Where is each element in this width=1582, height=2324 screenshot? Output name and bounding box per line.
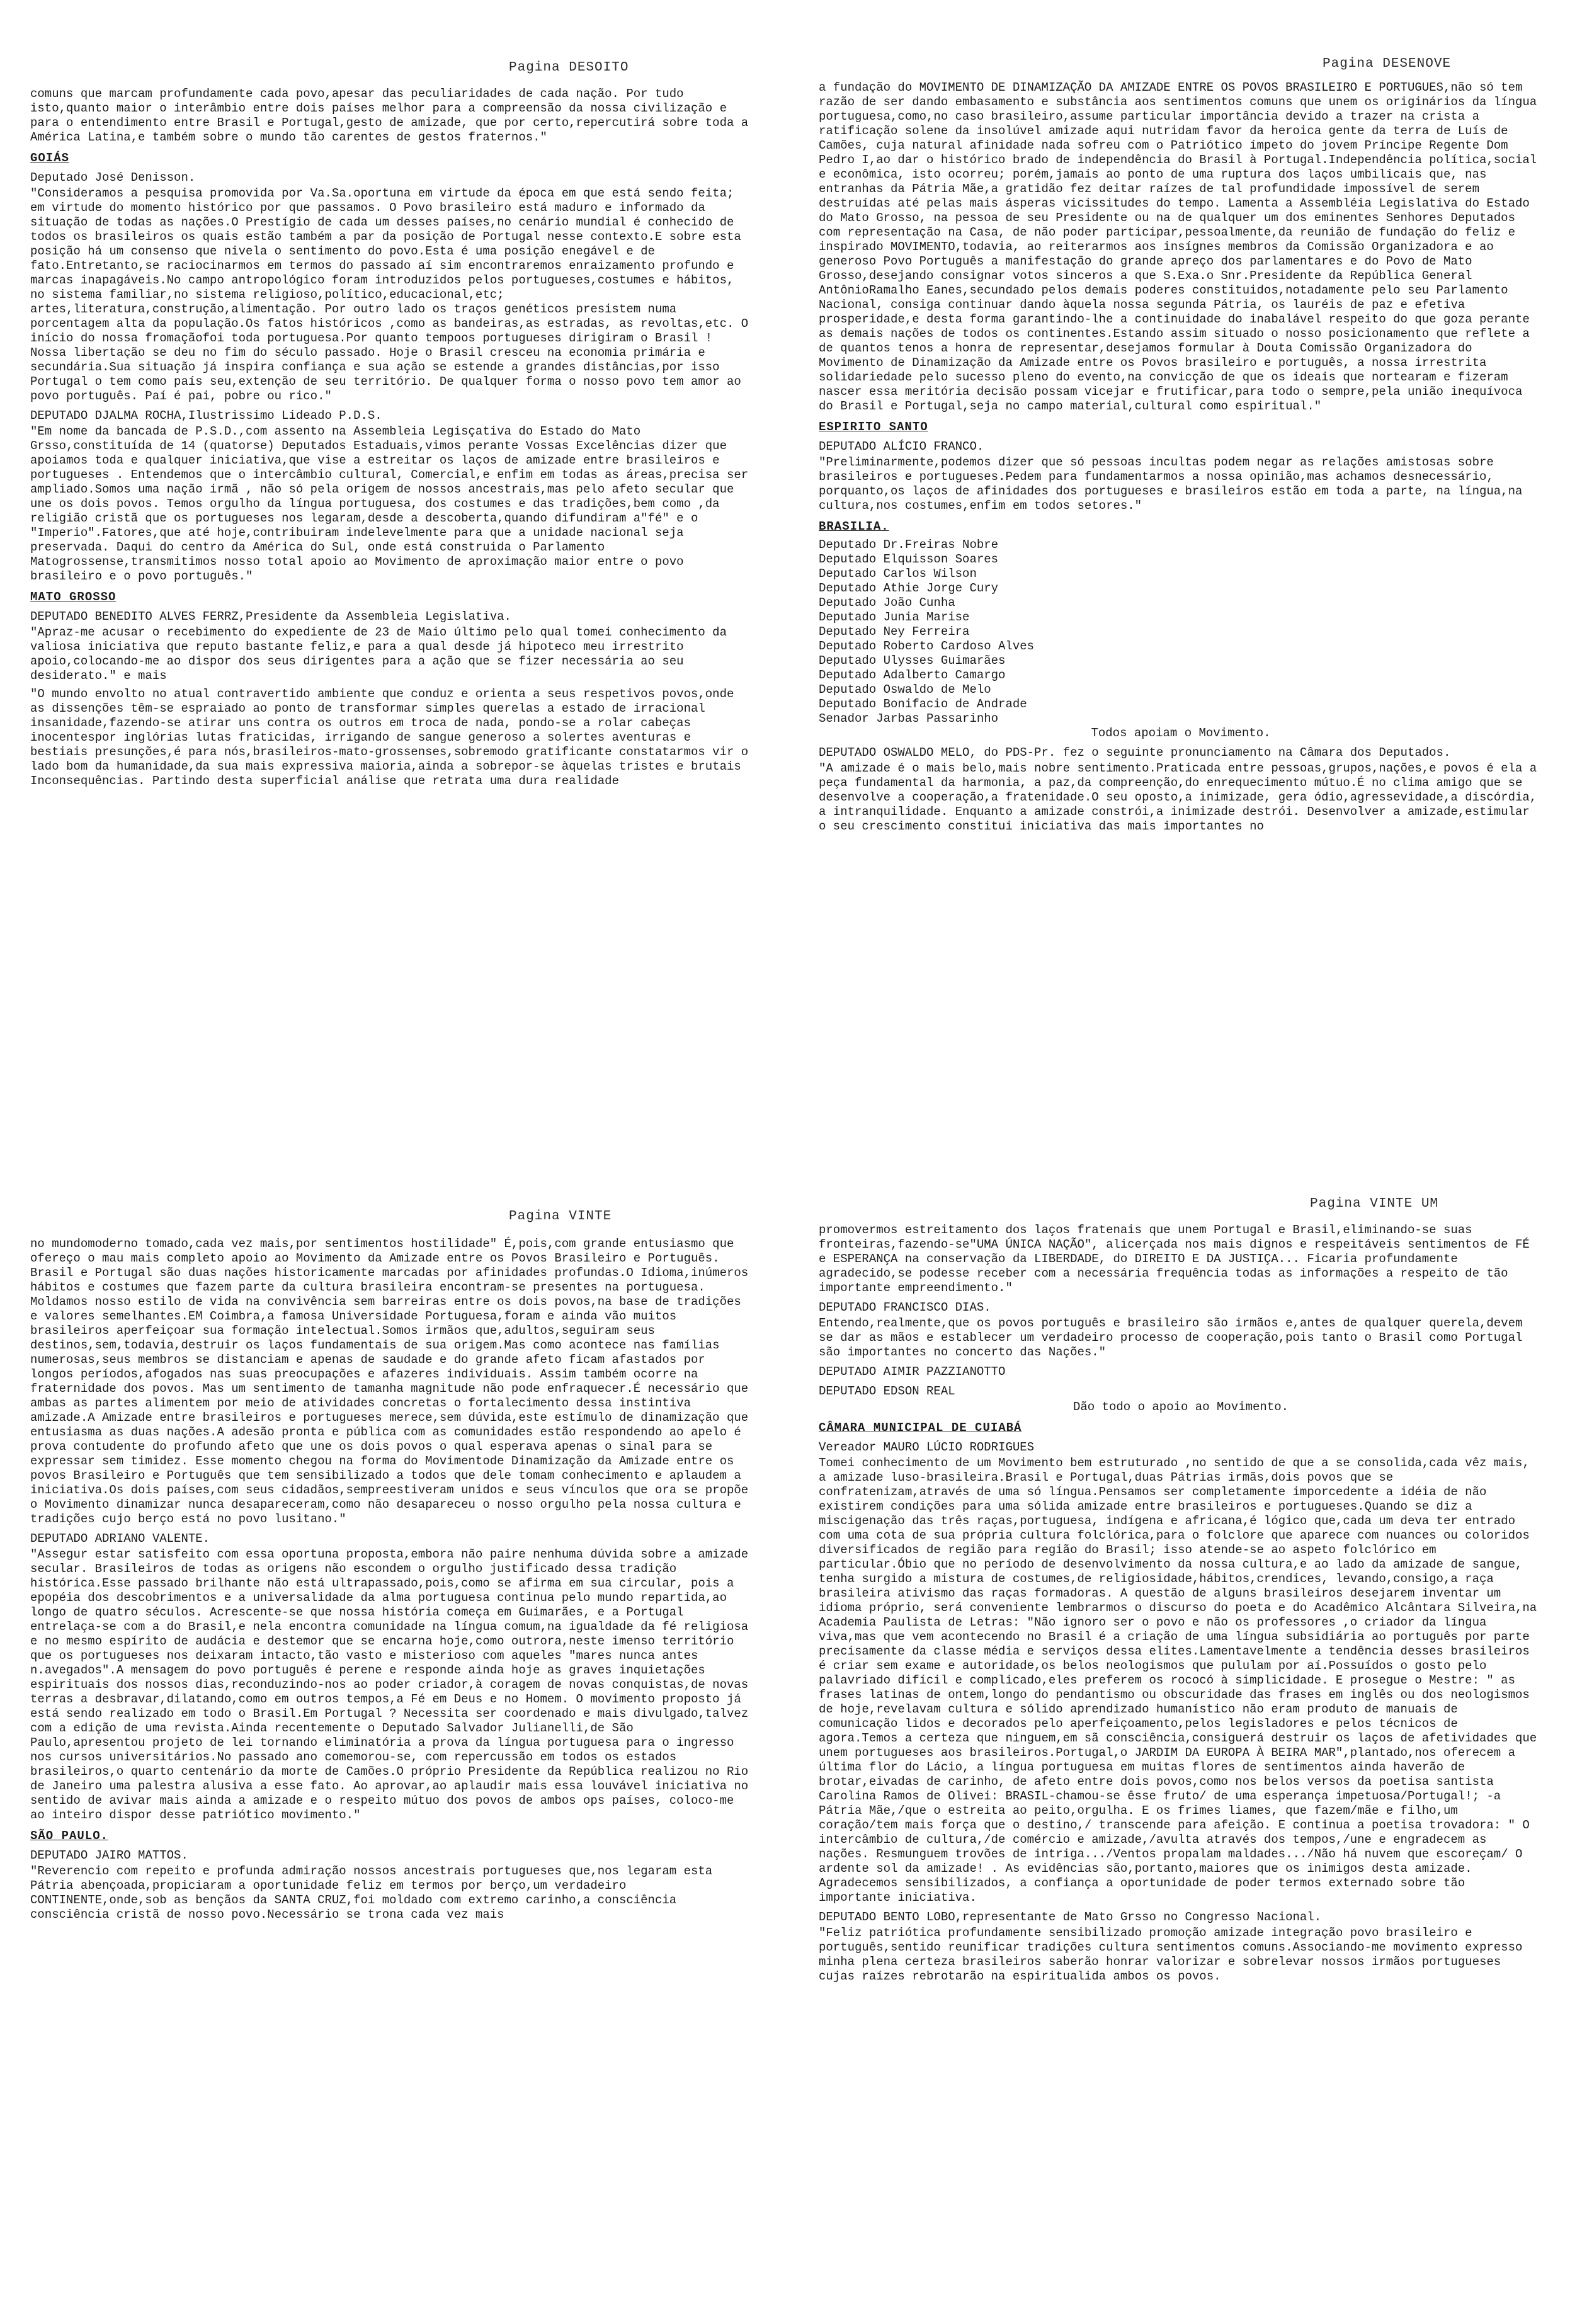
list-item: Deputado João Cunha [819,596,955,610]
speaker: DEPUTADO OSWALDO MELO, do PDS-Pr. fez o seguinte pronunciamento na Câmara dos Deputados. [819,746,1451,760]
page-body [819,81,1543,838]
speaker: DEPUTADO BENTO LOBO,representante de Mato Grsso no Congresso Nacional. [819,1910,1322,1924]
list-item: Deputado Junia Marise [819,610,970,624]
paragraph: Tomei conhecimento de um Movimento bem estruturado ,no sentido de que a se consolida,cada vêz mais, a amizade luso-brasileira.Brasil e Portugal,duas Pátrias irmãs,dois povos que se confratenizam,através de uma só língua.Pensamos ser completamente imporcedente a idéia de não existirem condições para uma sólida amizade entre brasileiros e portugueses.Quando se diz a miscigenação das três raças,portuguesa, indígena e africana,é lógico que,cada um deva ter entrado com uma cota de sua própria cultura folclórica,para o folclore que aparece com nuances ou coloridos diversificados de região para região do Brasil; isso atende-se ao aspeto folclórico em particular.Óbio que no período de desenvolvimento da nossa cultura,e ao lado da amizade de sangue, tenha surgido a mistura de costumes,de religiosidade,hábitos,crendices, levando,consigo,a raça brasileira ativismo das raças formadoras. A questão de alguns brasileiros desejarem inventar um idioma próprio, será conveniente lembrarmos o discurso do poeta e do Acadêmico Alcântara Silveira,na Academia Paulista de Letras: "Não ignoro ser o povo e não os professores ,o criador da língua viva,mas que vem acontecendo no Brasil é a criação de uma língua subsidiária ao português por parte precisamente da classe média e serviços dessa elites.Lamentavelmente a tendência desses brasileiros é criar sem exame e autoridade,os belos neologismos que pululam por aí.Possuídos o gosto pelo palavriado difícil e complicado,eles preferem os rococó à simplicidade. E prosegue o Mestre: " as frases latinas de ontem,longo do pendantismo ou obscuridade das frases em inglês ou dos neologismos de hoje,revelavam cultura e sólido aprendizado humanístico não eram produto de manuais de comunicação lidos e decorados pelo aperfeiçoamento,pelos legisladores e pelos técnicos de agora.Temos a certeza que ninguem,em sã consciência,consiguerá destruir os laços de afetividades que unem portugueses aos brasileiros.Portugal,o JARDIM DA EUROPA À BEIRA MAR",plantado,nos oferecem a última flor do Lácio, a língua portuguesa em muitas flores de sentimentos ainda haverão de brotar,eivadas de carinho, de afeto entre dois povos,como nos belos versos da poetisa santista Carolina Ramos de Olivei: BRASIL-chamou-se êsse fruto/ de uma esperança impetuosa/Portugal!; -a Pátria Mãe,/que o estreita ao peito,orgulha. E os frimes liames, que fazem/mãe e filho,um coração/tem mais força que o destino,/ transcende para afeição. E continua a poetisa trovadora: " O intercâmbio de cultura,/de comércio e amizade,/avulta através dos tempos,/une e engradecem as nações. Resmunguem trovões de intriga.../Ventos propalam maldades.../Não há nuvem que escoreçam/ O ardente sol da amizade! . As evidências são,portanto,maiores que os inimigos desta amizade. Agradecemos sensibilizados, a confiança a oportunidade de poder termos externado sobre tão importante iniciativa. [819,1456,1537,1905]
paragraph: "Feliz patriótica profundamente sensibilizado promoção amizade integração povo brasileiro e português,sentido reunificar tradições cultura sentimentos comuns.Associando-me movimento expresso minha plena certeza brasileiros saberão honrar valorizar e sobrelevar nossos irmãos portugueses cujas raízes rebrotarão na espiritualida ambos os povos. [819,1926,1523,1983]
section-heading: BRASILIA. [819,520,889,533]
support-note: Dão todo o apoio ao Movimento. [1073,1400,1289,1414]
paragraph: "Reverencio com repeito e profunda admiração nossos ancestrais portugueses que,nos legaram esta Pátria abençoada,propiciaram a oportunidade feliz em termos por berço,um verdadeiro CONTINENTE,onde,sob as bençãos da SANTA CRUZ,foi moldado com extremo carinho,a consciência consciência cristã de nosso povo.Necessário se trona cada vez mais [30,1864,713,1922]
speaker: DEPUTADO JAIRO MATTOS. [30,1848,188,1862]
list-item: Deputado Bonifacio de Andrade [819,697,1027,711]
paragraph: "A amizade é o mais belo,mais nobre sentimento.Praticada entre pessoas,grupos,nações,e povos é ela a peça fundamental da harmonia, a paz,da compreenção,do enrequecimento mútuo.É no clima amigo que se desenvolve a cooperação,a fratenidade.O seu oposto,a inimizade, gera ódio,agressevidade,a discórdia, a intranquilidade. Enquanto a amizade constrói,a inimizade destrói. Desenvolver a amizade,estimular o seu crescimento constitui iniciativa das mais importantes no [819,761,1537,833]
page-vinte-um [819,1197,1543,2318]
deputies-list [819,538,1543,726]
speaker: DEPUTADO DJALMA ROCHA,Ilustrissimo Lideado P.D.S. [30,409,382,423]
list-item: Senador Jarbas Passarinho [819,712,999,726]
list-item: Deputado Oswaldo de Melo [819,683,991,697]
speaker: DEPUTADO BENEDITO ALVES FERRZ,Presidente da Assembleia Legislativa. [30,610,511,624]
support-note: Todos apoiam o Movimento. [1091,726,1271,740]
page-header: Pagina VINTE [509,1209,612,1224]
paragraph: "Assegur estar satisfeito com essa oportuna proposta,embora não paire nenhuma dúvida sobre a amizade secular. Brasileiros de todas as origens não escondem o orgulho justificado dessa tradição histórica.Esse passado brilhante não está ultrapassado,pois,como se afirma em sua circular, pois a epopéia dos descobrimentos e a universalidade da alma portuguesa continua pelo mundo repartida,ao longo de quatro séculos. Acrescente-se que nossa história começa em Guimarães, e a Portugal entrelaça-se com a do Brasil,e nela encontra comunidade na língua comum,na igualdade da fé religiosa e no mesmo espírito de audácia e destemor que se encarna hoje,como outrora,neste imenso território que os portugueses nos deixaram intacto,tão vasto e misterioso com aqueles "mares nunca antes n.avegados".A mensagem do povo português é perene e responde ainda hoje as graves inquietações espirituais dos nossos dias,reconduzindo-nos ao poder criador,à coragem de novas conquistas,de novas terras a desbravar,dilatando,como em outros tempos,a Fé em Deus e no Homem. O movimento proposto já está sendo realizado em todo o Brasil.Em Portugal ? Necessita ser coordenado e mais divulgado,talvez com a edição de uma revista.Ainda recentemente o Deputado Salvador Julianelli,de São Paulo,apresentou projeto de lei tornando eliminatória a prova da língua portuguesa para o ingresso nos cursos universitários.No passado ano comemorou-se, com repercussão em todos os estados brasileiros,o quarto centenário da morte de Camões.O próprio Presidente da República realizou no Rio de Janeiro uma palestra alusiva a esse fato. Ao aprovar,ao aplaudir mais essa louvável iniciativa no sentido de avivar mais ainda a amizade e o respeito mútuo dos povos de ambos ops países, coloco-me ao inteiro dispor desse patriótico movimento." [30,1547,749,1822]
page-body [30,87,754,792]
list-item: Deputado Carlos Wilson [819,567,977,581]
list-item: Deputado Dr.Freiras Nobre [819,538,999,552]
section-heading: SÃO PAULO. [30,1829,109,1843]
page-body [819,1223,1543,1988]
page-header: Pagina DESENOVE [1323,57,1452,71]
paragraph: "Preliminarmente,podemos dizer que só pessoas incultas podem negar as relações amistosas sobre brasileiros e portugueses.Pedem para fundamentarmos a nossa opinião,mas achamos desnecessário, porquanto,os laços de afinidades dos portugueses e brasileiros estão em toda a parte, na língua,na cultura,nos costumes,enfim em todos setores." [819,455,1523,513]
list-item: Deputado Roberto Cardoso Alves [819,639,1035,653]
speaker: DEPUTADO AIMIR PAZZIANOTTO [819,1365,1006,1379]
page-header: Pagina VINTE UM [1310,1197,1439,1211]
list-item: Deputado Adalberto Camargo [819,668,1006,682]
speaker: DEPUTADO ALÍCIO FRANCO. [819,440,984,453]
paragraph: comuns que marcam profundamente cada povo,apesar das peculiaridades de cada nação. Por tudo isto,quanto maior o interâmbio entre dois países melhor para a compreensão da nossa civilização e para o entendimento entre Brasil e Portugal,gesto de amizade, que por certo,repercutirá sobre toda a América Latina,e também sobre o mundo tão carentes de gestos fraternos." [30,87,749,144]
list-item: Deputado Ney Ferreira [819,625,970,639]
speaker: DEPUTADO ADRIANO VALENTE. [30,1532,210,1546]
list-item: Deputado Athie Jorge Cury [819,581,999,595]
page-header: Pagina DESOITO [509,60,629,75]
page-desenove [819,57,1543,1178]
paragraph: no mundomoderno tomado,cada vez mais,por sentimentos hostilidade" É,pois,com grande entusiasmo que ofereço o mau mais completo apoio ao Movimento da Amizade entre os Povos Brasileiro e Português. Brasil e Portugal são duas nações historicamente marcadas por afinidades profundas.O Idioma,inúmeros hábitos e costumes que fazem parte da cultura brasileira encontram-se presentes na portuguesa. Moldamos nosso estilo de vida na convivência sem barreiras entre os dois povos,na base de tradições e valores semelhantes.EM Coimbra,a famosa Universidade Portuguesa,foram e ainda vão muitos brasileiros aperfeiçoar sua formação intelectual.Somos irmãos que,adultos,seguiram seus destinos,sem,todavia,destruir os laços fundamentais de sua origem.Mas como acontece nas famílias numerosas,seus membros se distanciam e apenas de saudade e do grande afeto ficam afastados por longos períodos,afogados nas suas preocupações e afazeres individuais. Assim também ocorre na fraternidade dos povos. Mas um sentimento de tamanha magnitude não pode enfraquecer.É necessário que ambas as partes alimentem por meio de atividades concretas o fortalecimento dessa instintiva amizade.A Amizade entre brasileiros e portugueses merece,sem dúvida,este estímulo de dinamização que entusiasma as duas nações.A adesão pronta e pública com as comunidades estão respondendo ao apelo é prova contudente do profundo afeto que une os dois povos o qual esperava apenas o sinal para se expressar sem timidez. Esse momento chegou na forma do Movimentode Dinamização da Amizade entre os povos Brasileiro e Português que tem sensibilizado a todos que dele tomam conhecimento e aplaudem a iniciativa.Os dois países,com seus cidadãos,sempreestiveram unidos e seus vínculos que ora se propõe o Movimento dinamizar nunca desapareceram,como não desapareceu o nosso orgulho pela nossa cultura e tradições cujo berço está no povo lusitano." [30,1237,749,1526]
paragraph: promovermos estreitamento dos laços fratenais que unem Portugal e Brasil,eliminando-se suas fronteiras,fazendo-se"UMA ÚNICA NAÇÃO", alicerçada nos mais dignos e respeitáveis sentimentos de FÉ e ESPERANÇA na conservação da LIBERDADE, do DIREITO E DA JUSTIÇA... Ficaria profundamente agradecido,se podesse receber com a necessária frequência todas as informações a respeito de tão importante empreendimento." [819,1223,1530,1295]
speaker: DEPUTADO FRANCISCO DIAS. [819,1301,991,1314]
paragraph: "Consideramos a pesquisa promovida por Va.Sa.oportuna em virtude da época em que está sendo feita; em virtude do momento histórico por que passamos. O Povo brasileiro está maduro e informado da situação de todas as nações.O Prestígio de cada um desses países,no cenário mundial é conhecido de todos os brasileiros os quais estão também a par da posição de Portugal nesse contexto.E sobre esta posição há um consenso que nivela o sentimento do povo.Esta é uma posição enegável e de fato.Entretanto,se raciocinarmos em termos do passado aí sim encontraremos enraizamento profundo e marcas inapagáveis.No campo antropológico foram introduzidos pelos portugueses,costumes e hábitos, no sistema familiar,no sistema religioso,político,educacional,etc; artes,literatura,construção,alimentação. Por outro lado os traços genéticos presistem numa porcentagem alta da população.Os fatos históricos ,como as bandeiras,as estradas, as revoltas,etc. O início do nossa fromaçãofoi toda portuguesa.Por quanto tempoos portugueses dirigiram o Brasil ! Nossa libertação se deu no fim do século passado. Hoje o Brasil cresceu na economia primária e secundária.Sua situação já inspira confiança e sua ação se estende a grandes distâncias,por isso Portugal o tem como país seu,extenção de seu território. De qualquer forma o nosso povo tem amor ao povo português. Paí é pai, pobre ou rico." [30,186,749,403]
speaker: DEPUTADO EDSON REAL [819,1384,955,1398]
page-vinte [30,1197,754,2318]
section-heading: ESPIRITO SANTO [819,420,928,434]
list-item: Deputado Ulysses Guimarães [819,654,1006,668]
paragraph: "Em nome da bancada de P.S.D.,com assento na Assembleia Legisçativa do Estado do Mato Grsso,constituída de 14 (quatorse) Deputados Estaduais,vimos perante Vossas Excelências dizer que apoiamos toda e qualquer iniciativa,que vise a estreitar os laços de amizade entre brasileiros e portugueses . Entendemos que o intercâmbio cultural, Comercial,e enfim em todas as áreas,precisa ser ampliado.Somos uma nação irmã , não só pela origem de nossos ancestrais,mas pelo afeto secular que une os dois povos. Temos orgulho da língua portuguesa, dos costumes e das tradições,bem como ,da religião cristã que os portugueses nos legaram,desde a descoberta,quando difundiram a"fé" e o "Imperio".Fatores,que até hoje,contribuiram indelevelmente para que a unidade nacional seja preservada. Daqui do centro da América do Sul, onde está construida o Parlamento Matogrossense,transmitimos nosso total apoio ao Movimento de aproximação maior entre o povo brasileiro e o povo português." [30,424,749,583]
section-heading: CÂMARA MUNICIPAL DE CUIABÁ [819,1421,1022,1435]
speaker: Deputado José Denisson. [30,171,196,185]
page-body [30,1237,754,1926]
page-desoito [30,57,754,1178]
paragraph: "O mundo envolto no atual contravertido ambiente que conduz e orienta a seus respetivos povos,onde as dissenções têm-se espraiado ao ponto de transformar simples querelas a estado de irracional insanidade,fazendo-se atirar uns contra os outros em troca de nada, pondo-se a rolar cabeças inocentespor inglórias lutas fraticidas, irrigando de sangue generoso a solertes aventuras e bestiais presunções,é para nós,brasileiros-mato-grossenses,sobremodo gratificante constatarmos vir o lado bom da humanidade,da sua mais expressiva maioria,ainda a sobrepor-se àquelas tristes e brutais Inconsequências. Partindo desta superficial análise que retrata uma dura realidade [30,687,749,788]
paragraph: "Apraz-me acusar o recebimento do expediente de 23 de Maio último pelo qual tomei conhecimento da valiosa iniciativa que reputo bastante feliz,e para a qual desde já hipoteco meu irrestrito apoio,colocando-me ao dispor dos seus dirigentes para a ação que se fizer necessária ao seu desiderato." e mais [30,625,727,683]
paragraph: Entendo,realmente,que os povos português e brasileiro são irmãos e,antes de qualquer querela,devem se dar as mãos e establecer um verdadeiro processo de cooperação,pois tanto o Brasil como Portugal são importantes no concerto das Nações." [819,1316,1523,1359]
speaker: Vereador MAURO LÚCIO RODRIGUES [819,1440,1035,1454]
section-heading: GOIÁS [30,151,70,165]
list-item: Deputado Elquisson Soares [819,552,999,566]
paragraph: a fundação do MOVIMENTO DE DINAMIZAÇÃO DA AMIZADE ENTRE OS POVOS BRASILEIRO E PORTUGUES,não só tem razão de ser dando embasamento e substância aos sentimentos comuns que unem os originários da língua portuguesa,como,no caso brasileiro,assume particular importância devido a trazer na crista a ratificação solene da insolúvel amizade aqui nutridam favor da heroica gente da terra de Luís de Camões, cuja natural afinidade nada sofreu com o Patriótico ímpeto do jovem Príncipe Regente Dom Pedro I,ao dar o histórico brado de independência do Brasil à Portugal.Independência política,social e econômica, isto ocorreu; porém,jamais ao ponto de uma ruptura dos laços umbilicais que, nas entranhas da Pátria Mãe,a gratidão fez deitar raízes de tal profundidade impossível de serem destruídas até pelas mais ásperas vicissitudes do tempo. Lamenta a Assembléia Legislativa do Estado do Mato Grosso, na pessoa de seu Presidente ou na de qualquer um dos eminentes Senhores Deputados com representação na Casa, de não poder participar,pessoalmente,da reunião de fundação do feliz e inspirado MOVIMENTO,todavia, ao reiterarmos aos insígnes membros da Comissão Organizadora e ao generoso Povo Português a manifestação do grande apreço dos parlamentares e do Povo de Mato Grosso,desejando consignar votos sinceros a que S.Exa.o Snr.Presidente da República General AntônioRamalho Eanes,secundado pelos demais poderes constituidos,notadamente pelo seu Parlamento Nacional, consiga continuar dando àquela nossa segunda Pátria, os lauréis de paz e efetiva prosperidade,e desta forma garantindo-lhe a continuidade do inabalável respeito do que goza perante as demais nações de todos os continentes.Estando assim situado o nosso posicionamento que reflete a de quantos tenos a honra de representar,desejamos formular à Douta Comissão Organizadora do Movimento de Dinamização da Amizade entre os Povos brasileiro e português, a nossa irrestrita solidariedade pelo sucesso pleno do evento,na convicção de que os ideais que nortearam e fizeram nascer essa meritória decisão possam vicejar e frutificar,para todo o sempre,pela união inequívoca do Brasil e Portugal,seja no campo material,cultural como espiritual." [819,81,1537,413]
section-heading: MATO GROSSO [30,590,117,604]
